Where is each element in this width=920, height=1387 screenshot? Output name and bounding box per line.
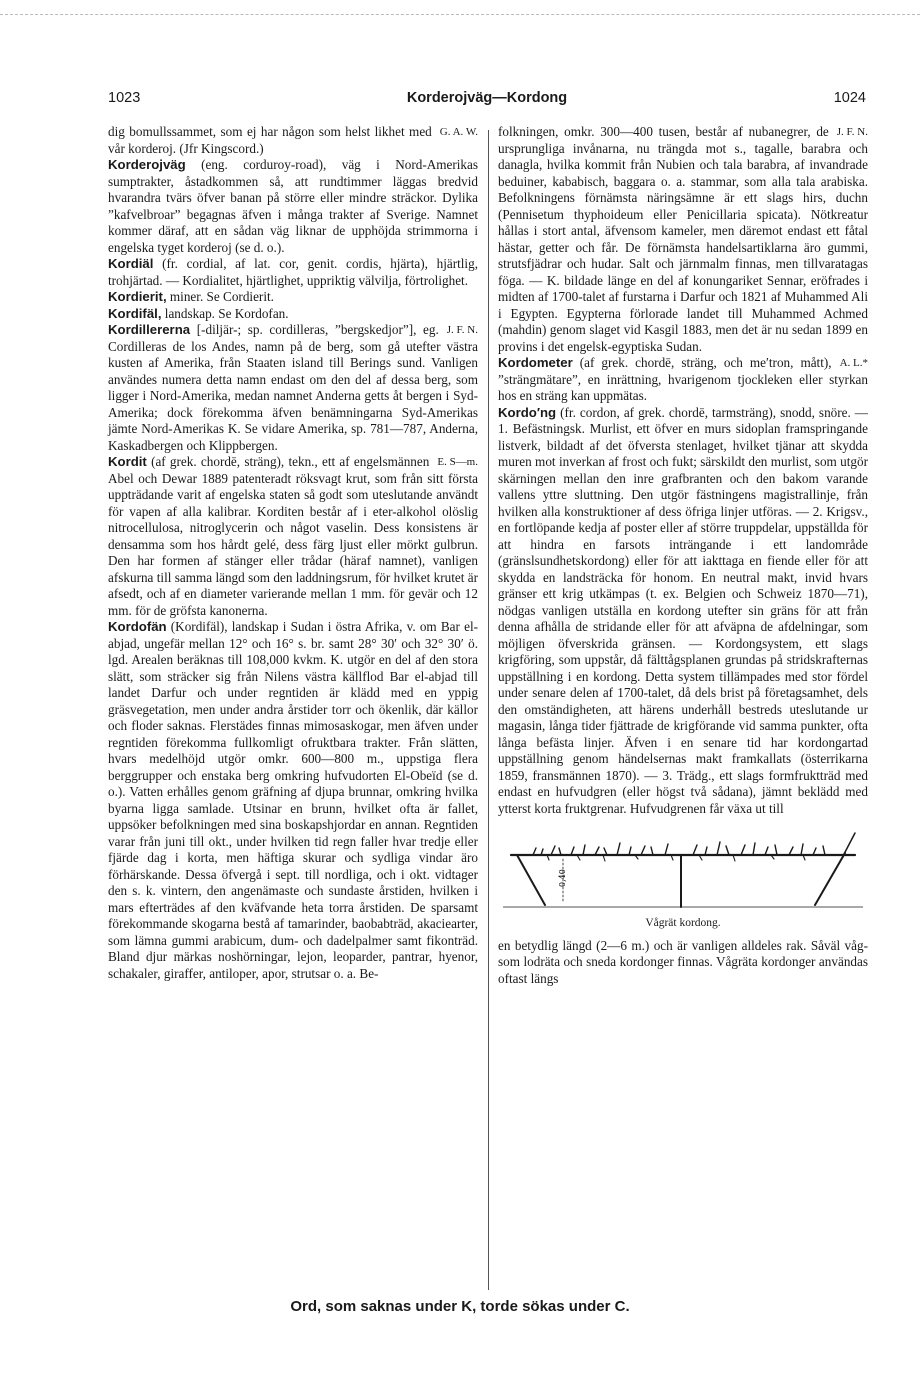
entry-paragraph: [108, 322, 478, 454]
author-signature: A. L.*: [839, 357, 868, 369]
entry-paragraph: [498, 405, 868, 818]
entry-text: (af grek. chordē, sträng), tekn., ett af engelsmännen Abel och Dewar 1889 patenteradt röksvagt krut, som från sitt första uppträdande varit af engelska staten så godt som uteslutande användt för vapen af alla kalibrar. Korditen består af i eter-alkohol olöslig nitrocellulosa, nitroglycerin och något vaselin. Dess konsistens är densamma som hos hårdt gelé, dess färg ljust eller mörkt gulbrun. Den har formen af stänger eller trådar (häraf namnet), vanligen afskurna till samma längd som den laddningsrum, för hvilket krutet är afsedt, och af en diameter varierande mellan 1 mm. för gevär och 12 mm. för de gröfsta kanonerna.: [108, 454, 478, 618]
author-signature: J. F. N.: [836, 126, 868, 138]
page-header: [108, 90, 866, 112]
author-signature: J. F. N.: [446, 324, 478, 336]
entry-text: (Kordifäl), landskap i Sudan i östra Afrika, v. om Bar el-abjad, ungefär mellan 12° och 16° s. br. samt 28° 30′ och 32° 30′ ö. lgd. Arealen beräknas till 108,000 kvkm. K. utgör en del af den stora slätt, som sträcker sig från Nilens västra källflod Bar el-abjad till landet Darfur och under regntiden är klädd med en yppig gräsvegetation, men under andra årstider torr och ökenlik, där källor och floder saknas. Flerstädes finnas mimosaskogar, men äfven under regntiden förekomma fullkomligt ofruktbara trakter. Från slätten, hvars medelhöjd utgör omkr. 600—800 m., uppstiga flera berggrupper och enstaka berg omkring hufvudorten El-Obeïd (se d. o.). Vatten erhålles genom gräfning af djupa brunnar, omkring hvilka byarna ligga samlade. Utsinar en brunn, hvilket ofta är fallet, uppsöker befolkningen med sina boskapshjordar en annan. Regntiden varar från juni till okt., under hvilken tid regn faller hvar tredje eller fjärde dag i korta, men häftiga skurar och sydliga vindar äro förhärskande. Dessa öfvergå i sept. till nordliga, och i okt. vidtager den s. k. vintern, den angenämaste och sundaste årstiden, hvilken i mars efterträdes af den kväfvande heta torra årstiden. De sparsamt förekommande skogarna bestå af tamarinder, baobabträd, akaciearter, som lämna gummi arabicum, dum- och dadelpalmer samt fikonträd. Bland djur märkas noshörningar, lejon, leoparder, pantrar, hyenor, schakaler, giraffer, antiloper, apor, strutsar o. a. Be-: [108, 619, 478, 981]
right-column: [498, 124, 868, 987]
page-number-right: 1024: [833, 90, 866, 106]
entry-text: (fr. cordial, af lat. cor, genit. cordis, hjärta), hjärtlig, trohjärtad. — Kordialitet, hjärtlighet, uppriktig välvilja, förtrolighet.: [108, 256, 478, 288]
left-column: [108, 124, 478, 982]
author-signature: E. S—m.: [437, 456, 478, 468]
entry-paragraph: [108, 124, 478, 157]
entry-text: folkningen, omkr. 300—400 tusen, består af nubanegrer, de ursprungliga invånarna, nu trängda mot s., tagalle, barabra och danagla, hvilka kommit från Nubien och tala barabra, af invandrade beduiner, kababisch, baggara o. a. stammar, som alla tala arabiska. Befolkningens förnämsta näringsämne är ett slags hirs, duchn (Pennisetum thyphoideum eller Penicillaria spicata). Nötkreatur hållas i stort antal, äfvensom kameler, men däremot endast ett fåtal hästar, getter och får. De förnämsta handelsartiklarna äro gummi, strutsfjädrar och hudar. Salt och järnmalm finnas, men tillvaratagas föga. — K. bildade länge en del af konungariket Sennar, eröfrades i midten af 1700-talet af furstarna i Darfur och 1821 af Muhammed Ali i Egypten. Egypterna förlorade landet till Muhammed Achmed (mahdin) genom slaget vid Kasgil 1883, men det är nu sedan 1899 en provins i det engelsk-egyptiska Sudan.: [498, 124, 868, 354]
entry-text: miner. Se Cordierit.: [166, 289, 274, 304]
top-edge-line: [0, 14, 920, 15]
page-number-left: 1023: [108, 90, 141, 106]
entry-headword: Kordofän: [108, 619, 167, 634]
entry-headword: Kordillererna: [108, 322, 191, 337]
entry-headword: Kordit: [108, 454, 147, 469]
entry-paragraph: [498, 355, 868, 405]
running-title: Korderojväg—Kordong: [406, 90, 568, 106]
entry-paragraph: [108, 454, 478, 619]
right-column-top: [498, 124, 868, 817]
entry-headword: Kordometer: [498, 355, 573, 370]
entry-headword: Kordo′ng: [498, 404, 557, 420]
author-signature: G. A. W.: [439, 126, 478, 138]
entry-paragraph: [108, 157, 478, 256]
cordon-figure: [498, 825, 868, 932]
entry-paragraph: [108, 289, 478, 306]
right-column-bottom: [498, 938, 868, 988]
figure-dimension-label: 0,40: [558, 869, 567, 887]
entry-headword: Korderojväg: [108, 157, 186, 172]
entry-headword: Kordierit,: [108, 289, 167, 304]
entry-paragraph: [498, 124, 868, 355]
entry-paragraph: [108, 256, 478, 289]
entry-headword: Kordiäl: [108, 256, 154, 271]
entry-text: dig bomullssammet, som ej har någon som helst likhet med vår korderoj. (Jfr Kingscord.): [108, 124, 432, 156]
horizontal-cordon-illustration: [503, 825, 863, 913]
entry-paragraph: [108, 306, 478, 323]
entry-text: landskap. Se Kordofan.: [161, 305, 289, 321]
entry-text: (fr. cordon, af grek. chordē, tarmsträng), snodd, snöre. — 1. Befästningsk. Murlist, ett öfver en murs sidoplan framspringande listverk, bildadt af det öfversta stenlaget, hvilket tjänar att skydda muren mot inverkan af frost och fukt; särskildt den murlist, som utgör skärningen mellan den inre grafbranten och den bakom varande vallens yttre sluttning. Den utgör fästningens magistrallinje, från hvilken alla konstruktioner af dess öfriga linjer utföras. — 2. Krigsv., en fortlöpande kedja af poster eller af större truppdelar, uppställda för att hindra en farsots inträngande i ett landområde (gränslsundhetskordong) eller för att iakttaga en fiende eller för att skydda en landsträcka för honom. En neutral makt, invid hvars gränser ett krig utkämpas (t. ex. Belgien och Schweiz 1870—71), nödgas vanligen utställa en kordong utefter sin gräns för att från denna afhålla de stridande eller för att afväpna de afdelningar, som möjligen öfverskrida gränsen. — Kordongsystem, ett slags krigföring, som uppstår, då fälttågsplanen grundas på stridskrafternas uppställning i en kordong. Detta system tillämpades med stor fördel under senare delen af 1700-talet, då dels brist på företagsamhet, dels den omständigheten, att härens underhåll bestreds uteslutande ur magasin, långa tider fjättrade de krigförande vid samma punkter, ofta långa befästa linjer. Äfven i en senare tid har kordongartad uppställning genom händelsernas makt framkallats (österrikarna 1859, fransmännen 1870). — 3. Trädg., ett slags formfruktträd med endast en hufvudgren (eller högst två sådana), jämnt beklädd med ytterst korta fruktgrenar. Hufvudgrenen får växa ut till: [498, 404, 868, 816]
entry-headword: Kordifäl,: [108, 305, 162, 321]
page-footer-note: Ord, som saknas under K, torde sökas under C.: [290, 1298, 630, 1315]
figure-caption: Vågrät kordong.: [645, 917, 721, 929]
entry-text: (af grek. chordē, sträng, och me′tron, mått), ”strängmätare”, en inrättning, hvarigenom tjockleken eller styrkan hos en sträng kan uppmätas.: [498, 355, 868, 403]
entry-text: en betydlig längd (2—6 m.) och är vanligen alldeles rak. Såväl våg- som lodräta och sneda kordonger finnas. Vågräta kordonger användas oftast längs: [498, 937, 868, 986]
column-rule: [488, 130, 489, 1290]
entry-text: [-diljär-; sp. cordilleras, ”bergskedjor”], eg. Cordilleras de los Andes, namn på de berg, som gå utefter västra kusten af Amerika, från Staaten island till Berings sund. Vanligen användes numera detta namn endast om den del af dessa berg, som ligger i Nord-Amerika, medan namnet Anderna getts åt bergen i Syd-Amerika; dock förekomma äfven benämningarna Syd-Amerikas jämte Nord-Amerikas K. Se vidare Amerika, sp. 781—787, Anderna, Kaskadbergen och Klippbergen.: [108, 322, 478, 453]
entry-text: (eng. corduroy-road), väg i Nord-Amerikas sumptrakter, åstadkommen så, att rundtimmer läggas bredvid hvarandra tvärs öfver banan på större eller mindre sträckor. Dylika ”kafvelbroar” begagnas äfven i många trakter af Sverige. Namnet kommer däraf, att en sådan väg liknar de upphöjda strimmorna i engelska tyget korderoj (se d. o.).: [108, 157, 478, 255]
entry-paragraph: [108, 619, 478, 982]
entry-paragraph: [498, 938, 868, 988]
